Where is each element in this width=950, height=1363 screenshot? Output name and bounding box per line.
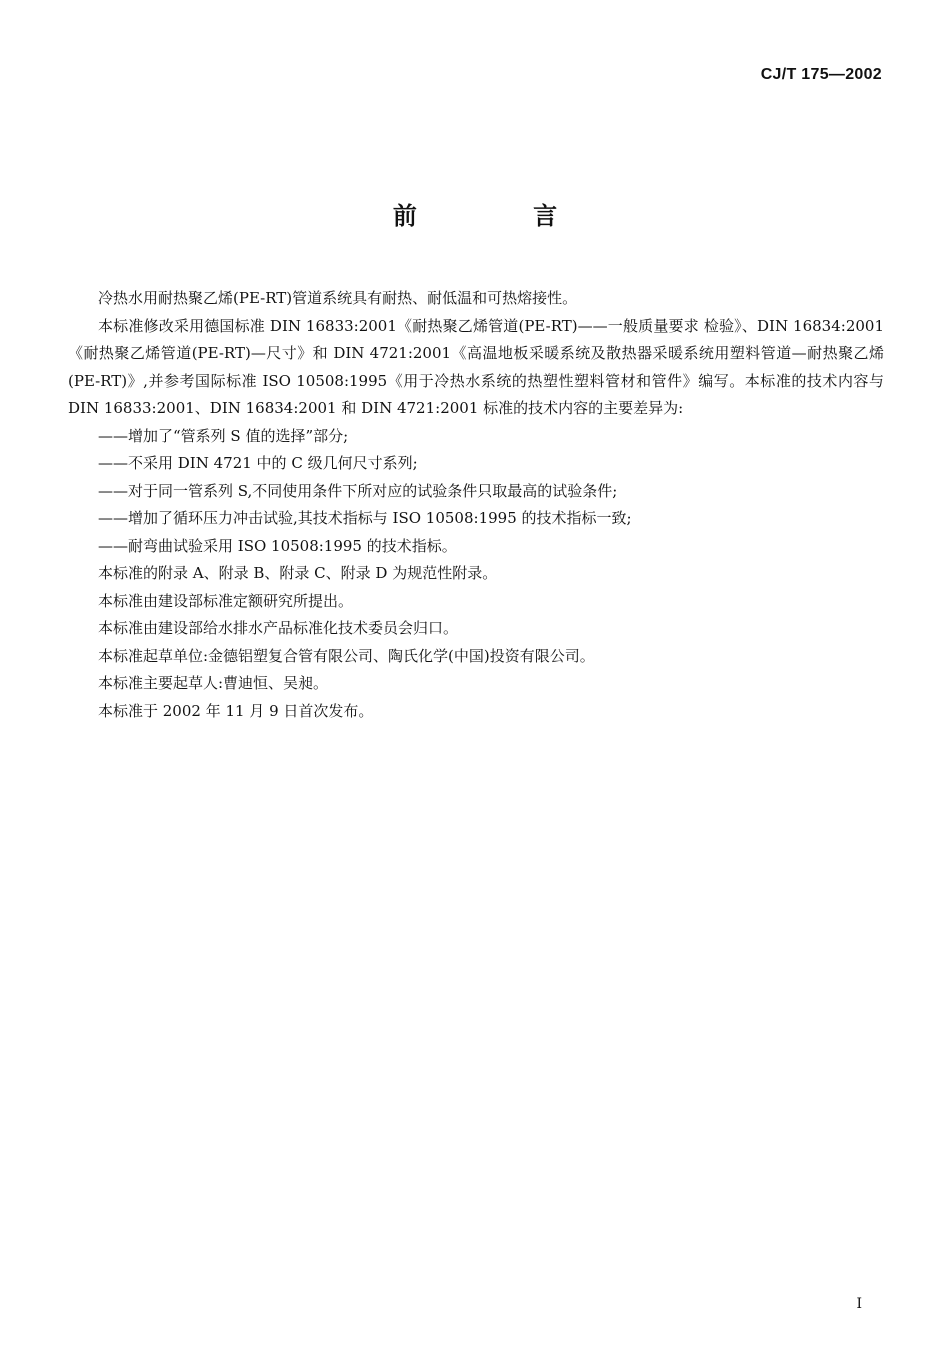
difference-item: ——增加了循环压力冲击试验,其技术指标与 ISO 10508:1995 的技术指标一致; <box>98 509 632 527</box>
difference-item: ——对于同一管系列 S,不同使用条件下所对应的试验条件只取最高的试验条件; <box>98 481 618 500</box>
paragraph-drafters: 本标准主要起草人:曹迪恒、吴昶。 <box>98 674 329 692</box>
paragraph-annex: 本标准的附录 A、附录 B、附录 C、附录 D 为规范性附录。 <box>98 564 498 582</box>
paragraph-release-date: 本标准于 2002 年 11 月 9 日首次发布。 <box>98 701 374 720</box>
paragraph-committee: 本标准由建设部给水排水产品标准化技术委员会归口。 <box>98 619 459 637</box>
page-title: 前 言 <box>392 202 612 230</box>
page-number: I <box>856 1296 862 1312</box>
difference-item: ——增加了“管系列 S 值的选择”部分; <box>98 426 349 445</box>
paragraph-adoption: 本标准修改采用德国标准 DIN 16833:2001《耐热聚乙烯管道(PE-RT)——一般质量要求 检验》、DIN 16834:2001《耐热聚乙烯管道(PE-RT)—尺寸》和 DIN 4721:2001《高温地板采暖系统及散热器采暖系统用塑料管道—耐热聚乙烯(PE-RT)》,并参考国际标准 ISO 10508:1995《用于冷热水系统的热塑性塑料管材和管件》编写。本标准的技术内容与 DIN 16833:2001、DIN 16834:2001 和 DIN 4721:2001 标准的技术内容的主要差异为: <box>68 316 884 417</box>
foreword-body <box>68 285 884 725</box>
standard-code: CJ/T 175—2002 <box>760 66 882 83</box>
difference-item: ——耐弯曲试验采用 ISO 10508:1995 的技术指标。 <box>98 536 457 555</box>
paragraph-proposer: 本标准由建设部标准定额研究所提出。 <box>98 591 354 610</box>
paragraph-intro: 冷热水用耐热聚乙烯(PE-RT)管道系统具有耐热、耐低温和可热熔接性。 <box>98 289 578 307</box>
paragraph-drafting-units: 本标准起草单位:金德铝塑复合管有限公司、陶氏化学(中国)投资有限公司。 <box>98 646 595 665</box>
difference-item: ——不采用 DIN 4721 中的 C 级几何尺寸系列; <box>98 454 418 472</box>
